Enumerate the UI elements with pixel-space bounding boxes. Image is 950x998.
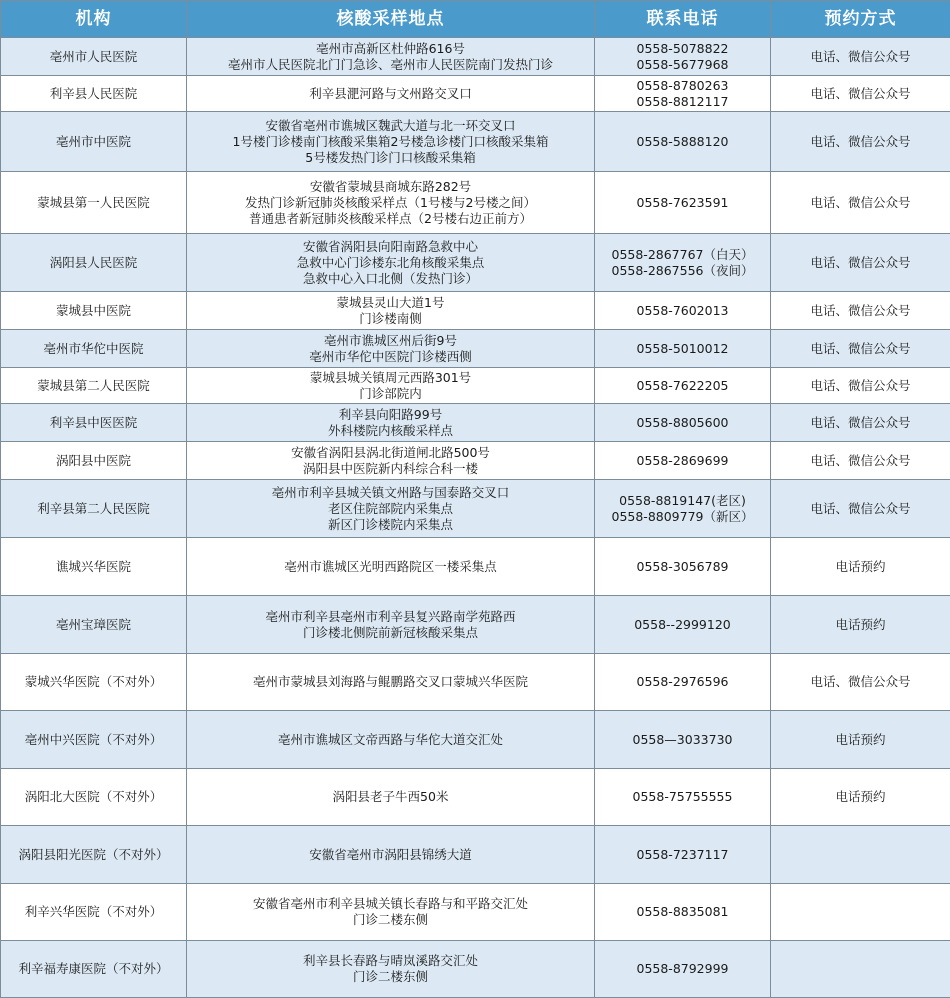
cell-site: 亳州市谯城区文帝西路与华佗大道交汇处: [187, 711, 595, 769]
cell-org: 利辛县第二人民医院: [1, 480, 187, 538]
table-row: [1, 234, 950, 292]
cell-org: 蒙城县中医院: [1, 292, 187, 330]
cell-org: 涡阳北大医院（不对外）: [1, 769, 187, 826]
table-row: [1, 38, 950, 76]
cell-org: 亳州市中医院: [1, 112, 187, 172]
cell-phone: 0558-2869699: [595, 442, 771, 480]
cell-phone: 0558-3056789: [595, 538, 771, 596]
table-row: [1, 442, 950, 480]
cell-org: 利辛县人民医院: [1, 76, 187, 112]
cell-org: 蒙城县第一人民医院: [1, 172, 187, 234]
cell-site: 亳州市高新区杜仲路616号 亳州市人民医院北门门急诊、亳州市人民医院南门发热门诊: [187, 38, 595, 76]
cell-booking: 电话预约: [771, 769, 950, 826]
cell-booking: 电话预约: [771, 596, 950, 654]
cell-site: 安徽省亳州市利辛县城关镇长春路与和平路交汇处 门诊二楼东侧: [187, 884, 595, 941]
cell-booking: 电话预约: [771, 711, 950, 769]
table-row: [1, 826, 950, 884]
cell-site: 亳州市谯城区光明西路院区一楼采集点: [187, 538, 595, 596]
cell-org: 涡阳县人民医院: [1, 234, 187, 292]
cell-booking: 电话、微信公众号: [771, 76, 950, 112]
header-booking: 预约方式: [771, 1, 950, 38]
cell-phone: 0558-8780263 0558-8812117: [595, 76, 771, 112]
cell-phone: 0558-8805600: [595, 404, 771, 442]
cell-site: 利辛县向阳路99号 外科楼院内核酸采样点: [187, 404, 595, 442]
cell-booking: 电话、微信公众号: [771, 330, 950, 368]
cell-site: 蒙城县灵山大道1号 门诊楼南侧: [187, 292, 595, 330]
cell-site: 涡阳县老子牛西50米: [187, 769, 595, 826]
cell-org: 蒙城兴华医院（不对外）: [1, 654, 187, 711]
header-site: 核酸采样地点: [187, 1, 595, 38]
table-row: [1, 76, 950, 112]
table-row: [1, 404, 950, 442]
cell-booking: 电话、微信公众号: [771, 404, 950, 442]
cell-site: 蒙城县城关镇周元西路301号 门诊部院内: [187, 368, 595, 404]
cell-org: 亳州市人民医院: [1, 38, 187, 76]
cell-org: 利辛兴华医院（不对外）: [1, 884, 187, 941]
cell-booking: 电话、微信公众号: [771, 292, 950, 330]
cell-site: 安徽省亳州市谯城区魏武大道与北一环交叉口 1号楼门诊楼南门核酸采集箱2号楼急诊楼门口核酸采集箱 5号楼发热门诊门口核酸采集箱: [187, 112, 595, 172]
cell-org: 涡阳县中医院: [1, 442, 187, 480]
cell-org: 亳州宝璋医院: [1, 596, 187, 654]
table-row: [1, 941, 950, 998]
cell-phone: 0558-8835081: [595, 884, 771, 941]
cell-phone: 0558-5888120: [595, 112, 771, 172]
table-row: [1, 769, 950, 826]
table-row: [1, 330, 950, 368]
table-row: [1, 112, 950, 172]
cell-booking: 电话、微信公众号: [771, 38, 950, 76]
cell-phone: 0558-2976596: [595, 654, 771, 711]
cell-phone: 0558-75755555: [595, 769, 771, 826]
table-row: [1, 480, 950, 538]
cell-booking: 电话、微信公众号: [771, 172, 950, 234]
cell-booking: [771, 826, 950, 884]
table-row: [1, 538, 950, 596]
cell-booking: 电话、微信公众号: [771, 234, 950, 292]
cell-phone: 0558-8819147(老区) 0558-8809779（新区）: [595, 480, 771, 538]
cell-site: 安徽省蒙城县商城东路282号 发热门诊新冠肺炎核酸采样点（1号楼与2号楼之间） 普通患者新冠肺炎核酸采样点（2号楼右边正前方）: [187, 172, 595, 234]
cell-site: 安徽省涡阳县涡北街道闸北路500号 涡阳县中医院新内科综合科一楼: [187, 442, 595, 480]
cell-site: 亳州市蒙城县刘海路与鲲鹏路交叉口蒙城兴华医院: [187, 654, 595, 711]
cell-site: 利辛县淝河路与文州路交叉口: [187, 76, 595, 112]
cell-booking: 电话、微信公众号: [771, 442, 950, 480]
cell-org: 亳州中兴医院（不对外）: [1, 711, 187, 769]
cell-site: 亳州市谯城区州后街9号 亳州市华佗中医院门诊楼西侧: [187, 330, 595, 368]
table-row: [1, 368, 950, 404]
cell-phone: 0558-7622205: [595, 368, 771, 404]
cell-phone: 0558-8792999: [595, 941, 771, 998]
cell-site: 亳州市利辛县亳州市利辛县复兴路南学苑路西 门诊楼北侧院前新冠核酸采集点: [187, 596, 595, 654]
cell-site: 亳州市利辛县城关镇文州路与国泰路交叉口 老区住院部院内采集点 新区门诊楼院内采集点: [187, 480, 595, 538]
cell-booking: 电话、微信公众号: [771, 480, 950, 538]
cell-booking: 电话、微信公众号: [771, 654, 950, 711]
cell-booking: 电话、微信公众号: [771, 112, 950, 172]
cell-phone: 0558-7237117: [595, 826, 771, 884]
table-row: [1, 654, 950, 711]
table-row: [1, 711, 950, 769]
table-row: [1, 596, 950, 654]
cell-org: 利辛县中医医院: [1, 404, 187, 442]
cell-phone: 0558-7602013: [595, 292, 771, 330]
cell-phone: 0558-5010012: [595, 330, 771, 368]
cell-org: 谯城兴华医院: [1, 538, 187, 596]
header-phone: 联系电话: [595, 1, 771, 38]
cell-booking: [771, 884, 950, 941]
cell-org: 蒙城县第二人民医院: [1, 368, 187, 404]
cell-phone: 0558-2867767（白天） 0558-2867556（夜间）: [595, 234, 771, 292]
header-org: 机构: [1, 1, 187, 38]
cell-phone: 0558—3033730: [595, 711, 771, 769]
cell-site: 安徽省亳州市涡阳县锦绣大道: [187, 826, 595, 884]
cell-org: 利辛福寿康医院（不对外）: [1, 941, 187, 998]
cell-booking: 电话预约: [771, 538, 950, 596]
cell-org: 亳州市华佗中医院: [1, 330, 187, 368]
table-header-row: [1, 1, 950, 38]
table-row: [1, 292, 950, 330]
table-row: [1, 172, 950, 234]
cell-site: 安徽省涡阳县向阳南路急救中心 急救中心门诊楼东北角核酸采集点 急救中心入口北侧（发热门诊）: [187, 234, 595, 292]
cell-site: 利辛县长春路与晴岚溪路交汇处 门诊二楼东侧: [187, 941, 595, 998]
cell-booking: [771, 941, 950, 998]
cell-phone: 0558--2999120: [595, 596, 771, 654]
cell-org: 涡阳县阳光医院（不对外）: [1, 826, 187, 884]
cell-phone: 0558-5078822 0558-5677968: [595, 38, 771, 76]
cell-booking: 电话、微信公众号: [771, 368, 950, 404]
cell-phone: 0558-7623591: [595, 172, 771, 234]
table-row: [1, 884, 950, 941]
